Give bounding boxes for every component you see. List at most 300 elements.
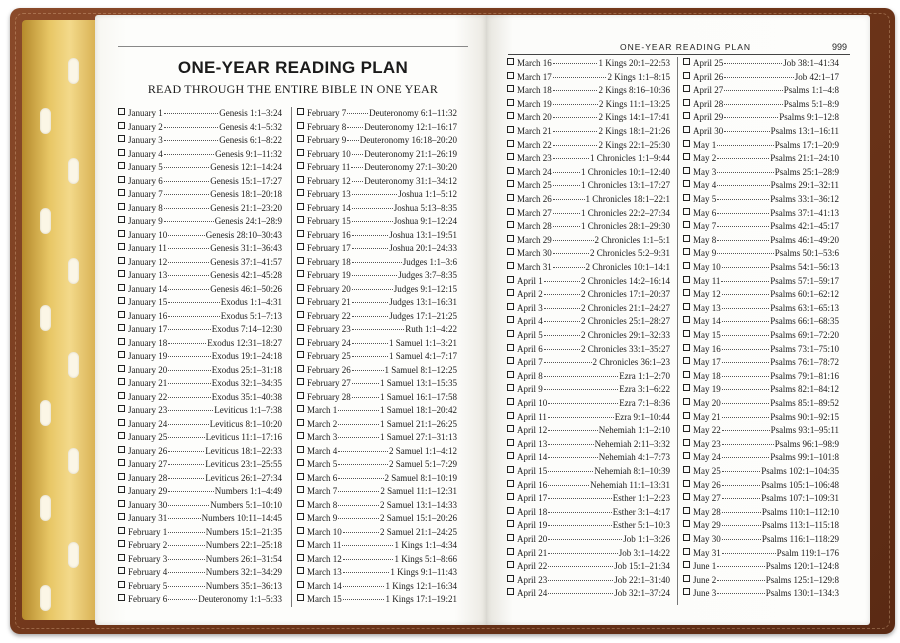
reading-row xyxy=(683,152,839,165)
reading-row xyxy=(507,356,670,369)
reading-date: January 31 xyxy=(128,513,168,523)
scripture-reference: 2 Kings 22:1–25:30 xyxy=(598,139,670,150)
reading-date: April 13 xyxy=(517,438,548,449)
dot-leader xyxy=(553,172,580,173)
scripture-reference: Psalms 110:1–112:10 xyxy=(761,506,839,517)
reading-date: May 1 xyxy=(693,139,717,150)
reading-date: March 9 xyxy=(307,513,338,523)
checkbox-square-icon xyxy=(683,235,690,242)
checkbox-square-icon xyxy=(118,432,125,439)
scripture-reference: Genesis 31:1–36:43 xyxy=(210,243,282,253)
dot-leader xyxy=(724,131,769,132)
reading-row xyxy=(297,337,457,350)
checkbox-square-icon xyxy=(683,330,690,337)
reading-date: April 7 xyxy=(517,357,543,368)
checkbox-square-icon xyxy=(118,108,125,115)
checkbox-square-icon xyxy=(297,230,304,237)
dot-leader xyxy=(352,383,379,384)
dot-leader xyxy=(352,356,388,357)
scripture-reference: Ezra 7:1–8:36 xyxy=(619,398,670,408)
reading-row xyxy=(297,269,457,282)
reading-date: April 10 xyxy=(517,398,548,408)
checkbox-square-icon xyxy=(683,221,690,228)
checkbox-square-icon xyxy=(683,316,690,323)
reading-row xyxy=(683,71,839,84)
checkbox-square-icon xyxy=(297,270,304,277)
scripture-reference: 1 Chronicles 28:1–29:30 xyxy=(581,221,670,232)
reading-row xyxy=(297,323,457,336)
reading-row xyxy=(507,438,670,451)
reading-date: March 25 xyxy=(517,180,552,191)
checkbox-square-icon xyxy=(683,575,690,582)
scripture-reference: 2 Chronicles 10:1–14:1 xyxy=(585,262,670,272)
reading-date: June 1 xyxy=(693,561,717,572)
reading-date: January 10 xyxy=(128,229,168,240)
reading-date: January 11 xyxy=(128,243,167,253)
reading-date: April 23 xyxy=(517,574,548,585)
dot-leader xyxy=(347,127,363,128)
dot-leader xyxy=(724,63,782,64)
reading-row xyxy=(118,215,282,228)
reading-row xyxy=(507,519,670,532)
scripture-reference: Numbers 35:1–36:13 xyxy=(205,580,282,591)
scripture-reference: Ezra 3:1–6:22 xyxy=(619,384,670,395)
reading-date: March 30 xyxy=(517,248,552,259)
dot-leader xyxy=(338,478,383,479)
dot-leader xyxy=(553,145,598,146)
scripture-reference: Joshua 1:1–5:12 xyxy=(398,189,457,199)
left-column-divider xyxy=(291,107,292,607)
reading-row xyxy=(507,179,670,192)
reading-row xyxy=(297,377,457,390)
scripture-reference: 1 Kings 17:1–19:21 xyxy=(385,594,457,604)
reading-date: January 22 xyxy=(128,391,168,402)
checkbox-square-icon xyxy=(507,303,514,310)
scripture-reference: Psalms 116:1–118:29 xyxy=(761,534,839,544)
scripture-reference: Genesis 6:1–8:22 xyxy=(219,135,282,145)
dot-leader xyxy=(548,430,598,431)
scripture-reference: Psalms 9:1–12:8 xyxy=(779,112,839,123)
checkbox-square-icon xyxy=(297,122,304,129)
dot-leader xyxy=(352,194,397,195)
checkbox-square-icon xyxy=(507,548,514,555)
scripture-reference: Psalms 105:1–106:48 xyxy=(761,479,839,490)
checkbox-square-icon xyxy=(683,493,690,500)
reading-date: March 22 xyxy=(517,139,552,150)
reading-date: April 5 xyxy=(517,330,543,340)
reading-date: January 16 xyxy=(128,310,168,321)
reading-date: May 13 xyxy=(693,302,721,313)
checkbox-square-icon xyxy=(297,405,304,412)
reading-row xyxy=(507,547,670,560)
reading-row xyxy=(118,566,282,579)
reading-date: May 9 xyxy=(693,248,717,259)
scripture-reference: Psalms 82:1–84:12 xyxy=(770,384,839,395)
scripture-reference: Psalms 113:1–115:18 xyxy=(761,520,839,531)
reading-row xyxy=(683,234,839,247)
scripture-reference: Psalms 93:1–95:11 xyxy=(770,425,839,436)
scripture-reference: Psalms 107:1–109:31 xyxy=(761,493,839,504)
dot-leader xyxy=(168,464,204,465)
dot-leader xyxy=(548,403,618,404)
reading-row xyxy=(118,310,282,323)
checkbox-square-icon xyxy=(297,149,304,156)
scripture-reference: Genesis 21:1–23:20 xyxy=(210,202,282,213)
scripture-reference: Nehemiah 11:1–13:31 xyxy=(590,479,670,490)
reading-row xyxy=(683,547,839,560)
checkbox-square-icon xyxy=(683,276,690,283)
dot-leader xyxy=(164,181,210,182)
reading-date: May 10 xyxy=(693,262,721,272)
scripture-reference: Joshua 9:1–12:24 xyxy=(393,216,457,226)
checkbox-square-icon xyxy=(683,344,690,351)
reading-date: May 22 xyxy=(693,425,721,436)
scripture-reference: Psalms 21:1–24:10 xyxy=(770,153,839,164)
reading-date: April 12 xyxy=(517,425,548,436)
reading-row xyxy=(507,84,670,97)
scripture-reference: Nehemiah 8:1–10:39 xyxy=(594,466,670,476)
scripture-reference: 2 Chronicles 36:1–23 xyxy=(592,357,670,368)
scripture-reference: Psalms 60:1–62:12 xyxy=(770,289,839,300)
reading-date: March 31 xyxy=(517,262,552,272)
dot-leader xyxy=(352,235,388,236)
dot-leader xyxy=(168,491,214,492)
reading-row xyxy=(683,288,839,301)
scripture-reference: Psalms 125:1–129:8 xyxy=(765,574,839,585)
reading-row xyxy=(683,84,839,97)
scripture-reference: Numbers 15:1–21:35 xyxy=(205,526,282,537)
reading-row xyxy=(118,202,282,215)
checkbox-square-icon xyxy=(118,419,125,426)
scripture-reference: Psalms 90:1–92:15 xyxy=(770,411,839,422)
reading-row xyxy=(297,445,457,458)
checkbox-square-icon xyxy=(507,167,514,174)
checkbox-square-icon xyxy=(297,365,304,372)
scripture-reference: Numbers 1:1–4:49 xyxy=(214,486,282,496)
checkbox-square-icon xyxy=(507,371,514,378)
dot-leader xyxy=(722,417,769,418)
dot-leader xyxy=(717,566,764,567)
scripture-reference: Genesis 12:1–14:24 xyxy=(210,162,282,172)
checkbox-square-icon xyxy=(507,520,514,527)
checkbox-square-icon xyxy=(297,135,304,142)
scripture-reference: Judges 1:1–3:6 xyxy=(402,256,457,267)
dot-leader xyxy=(548,539,622,540)
reading-row xyxy=(118,391,282,404)
reading-date: March 5 xyxy=(307,459,338,469)
reading-date: March 16 xyxy=(517,58,552,68)
reading-row xyxy=(507,247,670,260)
reading-row xyxy=(507,98,670,111)
reading-row xyxy=(683,220,839,233)
scripture-reference: Numbers 10:11–14:45 xyxy=(201,513,282,523)
checkbox-square-icon xyxy=(507,262,514,269)
checkbox-square-icon xyxy=(507,208,514,215)
scripture-reference: Deuteronomy 31:1–34:12 xyxy=(364,175,457,186)
reading-row xyxy=(683,492,839,505)
reading-date: May 5 xyxy=(693,194,717,204)
reading-date: January 4 xyxy=(128,148,163,159)
scripture-reference: Genesis 28:10–30:43 xyxy=(205,229,282,240)
scripture-reference: Ezra 9:1–10:44 xyxy=(614,411,670,422)
reading-date: February 4 xyxy=(128,567,168,577)
scripture-reference: Psalms 96:1–98:9 xyxy=(774,438,839,449)
dot-leader xyxy=(168,248,209,249)
reading-date: March 3 xyxy=(307,432,338,442)
reading-row xyxy=(118,485,282,498)
checkbox-square-icon xyxy=(507,425,514,432)
dot-leader xyxy=(553,131,598,132)
dot-leader xyxy=(544,308,580,309)
scripture-reference: Psalms 29:1–32:11 xyxy=(770,180,839,191)
checkbox-square-icon xyxy=(118,284,125,291)
reading-date: January 17 xyxy=(128,324,168,334)
scripture-reference: 2 Samuel 1:1–4:12 xyxy=(389,445,457,456)
reading-date: February 19 xyxy=(307,270,351,280)
scripture-reference: Numbers 5:1–10:10 xyxy=(210,499,282,510)
reading-date: January 23 xyxy=(128,405,168,415)
scripture-reference: Ezra 1:1–2:70 xyxy=(619,370,670,381)
reading-row xyxy=(507,207,670,220)
reading-date: March 28 xyxy=(517,221,552,232)
dot-leader xyxy=(722,321,769,322)
scripture-reference: Nehemiah 2:11–3:32 xyxy=(594,438,670,449)
checkbox-square-icon xyxy=(118,176,125,183)
checkbox-square-icon xyxy=(507,58,514,65)
reading-row xyxy=(507,451,670,464)
scripture-reference: Psalms 69:1–72:20 xyxy=(770,330,839,340)
checkbox-square-icon xyxy=(683,398,690,405)
reading-row xyxy=(118,175,282,188)
reading-date: February 1 xyxy=(128,526,168,537)
gilded-page-edges xyxy=(22,20,102,620)
checkbox-square-icon xyxy=(118,122,125,129)
reading-row xyxy=(683,139,839,152)
reading-date: March 19 xyxy=(517,98,552,109)
reading-row xyxy=(118,472,282,485)
dot-leader xyxy=(168,478,204,479)
reading-date: February 28 xyxy=(307,391,351,402)
reading-row xyxy=(507,275,670,288)
checkbox-square-icon xyxy=(683,58,690,65)
checkbox-square-icon xyxy=(118,554,125,561)
reading-row xyxy=(297,593,457,606)
reading-row xyxy=(683,315,839,328)
scripture-reference: Job 32:1–37:24 xyxy=(614,588,670,599)
checkbox-square-icon xyxy=(683,262,690,269)
reading-date: May 25 xyxy=(693,466,721,476)
dot-leader xyxy=(717,213,769,214)
reading-row xyxy=(118,445,282,458)
scripture-reference: Psalms 79:1–81:16 xyxy=(770,370,839,381)
reading-row xyxy=(683,424,839,437)
reading-row xyxy=(683,166,839,179)
reading-row xyxy=(297,404,457,417)
dot-leader xyxy=(553,253,589,254)
checkbox-square-icon xyxy=(507,507,514,514)
checkbox-square-icon xyxy=(118,405,125,412)
checkbox-square-icon xyxy=(507,575,514,582)
reading-row xyxy=(297,566,457,579)
reading-row xyxy=(297,310,457,323)
reading-row xyxy=(118,161,282,174)
scripture-reference: Genesis 15:1–17:27 xyxy=(210,175,282,186)
checkbox-square-icon xyxy=(297,324,304,331)
reading-date: January 19 xyxy=(128,351,168,361)
thumb-tab-notch xyxy=(40,108,51,134)
reading-row xyxy=(297,526,457,539)
checkbox-square-icon xyxy=(507,480,514,487)
dot-leader xyxy=(168,356,210,357)
reading-date: February 13 xyxy=(307,189,351,199)
scripture-reference: Psalm 119:1–176 xyxy=(776,547,839,558)
scripture-reference: Psalms 102:1–104:35 xyxy=(761,466,839,476)
scripture-reference: Leviticus 11:1–17:16 xyxy=(205,432,282,442)
reading-row xyxy=(683,451,839,464)
checkbox-square-icon xyxy=(118,162,125,169)
right-column-divider xyxy=(677,57,678,605)
checkbox-square-icon xyxy=(297,473,304,480)
reading-row xyxy=(507,57,670,70)
reading-row xyxy=(683,370,839,383)
scripture-reference: 1 Samuel 27:1–31:13 xyxy=(380,432,457,442)
reading-row xyxy=(683,574,839,587)
reading-row xyxy=(118,539,282,552)
reading-row xyxy=(118,134,282,147)
checkbox-square-icon xyxy=(683,425,690,432)
scripture-reference: Psalms 120:1–124:8 xyxy=(765,561,839,572)
dot-leader xyxy=(722,498,760,499)
dot-leader xyxy=(168,505,209,506)
scripture-reference: 1 Chronicles 13:1–17:27 xyxy=(581,180,670,191)
checkbox-square-icon xyxy=(683,248,690,255)
checkbox-square-icon xyxy=(507,316,514,323)
checkbox-square-icon xyxy=(118,324,125,331)
dot-leader xyxy=(717,240,769,241)
checkbox-square-icon xyxy=(297,176,304,183)
dot-leader xyxy=(548,444,593,445)
checkbox-square-icon xyxy=(297,432,304,439)
reading-row xyxy=(297,161,457,174)
checkbox-square-icon xyxy=(297,162,304,169)
reading-row xyxy=(683,329,839,342)
reading-row xyxy=(507,193,670,206)
scripture-reference: Genesis 4:1–5:32 xyxy=(219,121,282,132)
reading-row xyxy=(118,350,282,363)
reading-row xyxy=(297,499,457,512)
dot-leader xyxy=(164,154,214,155)
dot-leader xyxy=(722,430,770,431)
scripture-reference: Esther 1:1–2:23 xyxy=(612,493,670,504)
dot-leader xyxy=(722,471,760,472)
scripture-reference: Genesis 24:1–28:9 xyxy=(214,216,282,226)
scripture-reference: 2 Kings 1:1–8:15 xyxy=(607,71,670,82)
scripture-reference: 1 Samuel 1:1–3:21 xyxy=(389,337,457,348)
dot-leader xyxy=(343,532,379,533)
reading-row xyxy=(683,397,839,410)
dot-leader xyxy=(351,167,363,168)
dot-leader xyxy=(352,275,397,276)
reading-date: February 16 xyxy=(307,229,351,240)
reading-row xyxy=(507,479,670,492)
checkbox-square-icon xyxy=(683,153,690,160)
reading-row xyxy=(507,71,670,84)
reading-row xyxy=(118,242,282,255)
reading-date: May 20 xyxy=(693,398,721,408)
dot-leader xyxy=(553,213,580,214)
reading-date: March 10 xyxy=(307,526,342,537)
checkbox-square-icon xyxy=(507,561,514,568)
reading-row xyxy=(297,134,457,147)
reading-date: February 3 xyxy=(128,553,168,564)
reading-row xyxy=(507,397,670,410)
reading-date: April 4 xyxy=(517,316,543,327)
reading-date: February 5 xyxy=(128,580,168,591)
checkbox-square-icon xyxy=(507,72,514,79)
checkbox-square-icon xyxy=(118,594,125,601)
reading-date: April 14 xyxy=(517,452,548,463)
scripture-reference: Job 22:1–31:40 xyxy=(614,574,670,585)
dot-leader xyxy=(352,289,393,290)
scripture-reference: Psalms 33:1–36:12 xyxy=(770,194,839,204)
checkbox-square-icon xyxy=(683,507,690,514)
scripture-reference: Job 1:1–3:26 xyxy=(623,534,670,544)
plan-title: ONE-YEAR READING PLAN xyxy=(177,58,409,77)
dot-leader xyxy=(352,397,379,398)
scripture-reference: 2 Chronicles 33:1–35:27 xyxy=(581,343,670,354)
reading-row xyxy=(507,315,670,328)
left-header-rule xyxy=(118,46,468,47)
checkbox-square-icon xyxy=(507,85,514,92)
scripture-reference: 2 Kings 18:1–21:26 xyxy=(598,126,670,136)
dot-leader xyxy=(548,471,593,472)
reading-date: January 18 xyxy=(128,337,168,348)
checkbox-square-icon xyxy=(683,466,690,473)
checkbox-square-icon xyxy=(683,452,690,459)
reading-date: April 15 xyxy=(517,466,548,476)
checkbox-square-icon xyxy=(118,527,125,534)
checkbox-square-icon xyxy=(118,473,125,480)
reading-date: March 20 xyxy=(517,112,552,123)
reading-date: April 18 xyxy=(517,506,548,517)
reading-date: May 14 xyxy=(693,316,721,327)
scripture-reference: 2 Chronicles 1:1–5:1 xyxy=(594,234,670,245)
dot-leader xyxy=(164,194,210,195)
scripture-reference: Joshua 5:13–8:35 xyxy=(393,202,457,213)
reading-row xyxy=(507,234,670,247)
reading-date: January 13 xyxy=(128,270,168,280)
reading-row xyxy=(118,458,282,471)
scripture-reference: Genesis 46:1–50:26 xyxy=(210,283,282,294)
reading-row xyxy=(683,343,839,356)
dot-leader xyxy=(352,343,388,344)
dot-leader xyxy=(548,553,617,554)
scripture-reference: Joshua 13:1–19:51 xyxy=(389,229,457,240)
reading-date: April 30 xyxy=(693,126,724,136)
checkbox-square-icon xyxy=(297,203,304,210)
scripture-reference: 1 Samuel 4:1–7:17 xyxy=(389,351,457,361)
scripture-reference: 1 Samuel 8:1–12:25 xyxy=(384,364,457,375)
reading-date: January 1 xyxy=(128,108,163,118)
reading-date: March 11 xyxy=(307,540,342,550)
reading-date: May 21 xyxy=(693,411,721,422)
scripture-reference: 1 Chronicles 22:2–27:34 xyxy=(581,207,670,218)
reading-date: May 11 xyxy=(693,275,721,286)
reading-date: February 27 xyxy=(307,378,351,388)
checkbox-square-icon xyxy=(683,561,690,568)
reading-date: March 8 xyxy=(307,499,338,510)
scripture-reference: Job 15:1–21:34 xyxy=(614,561,670,572)
